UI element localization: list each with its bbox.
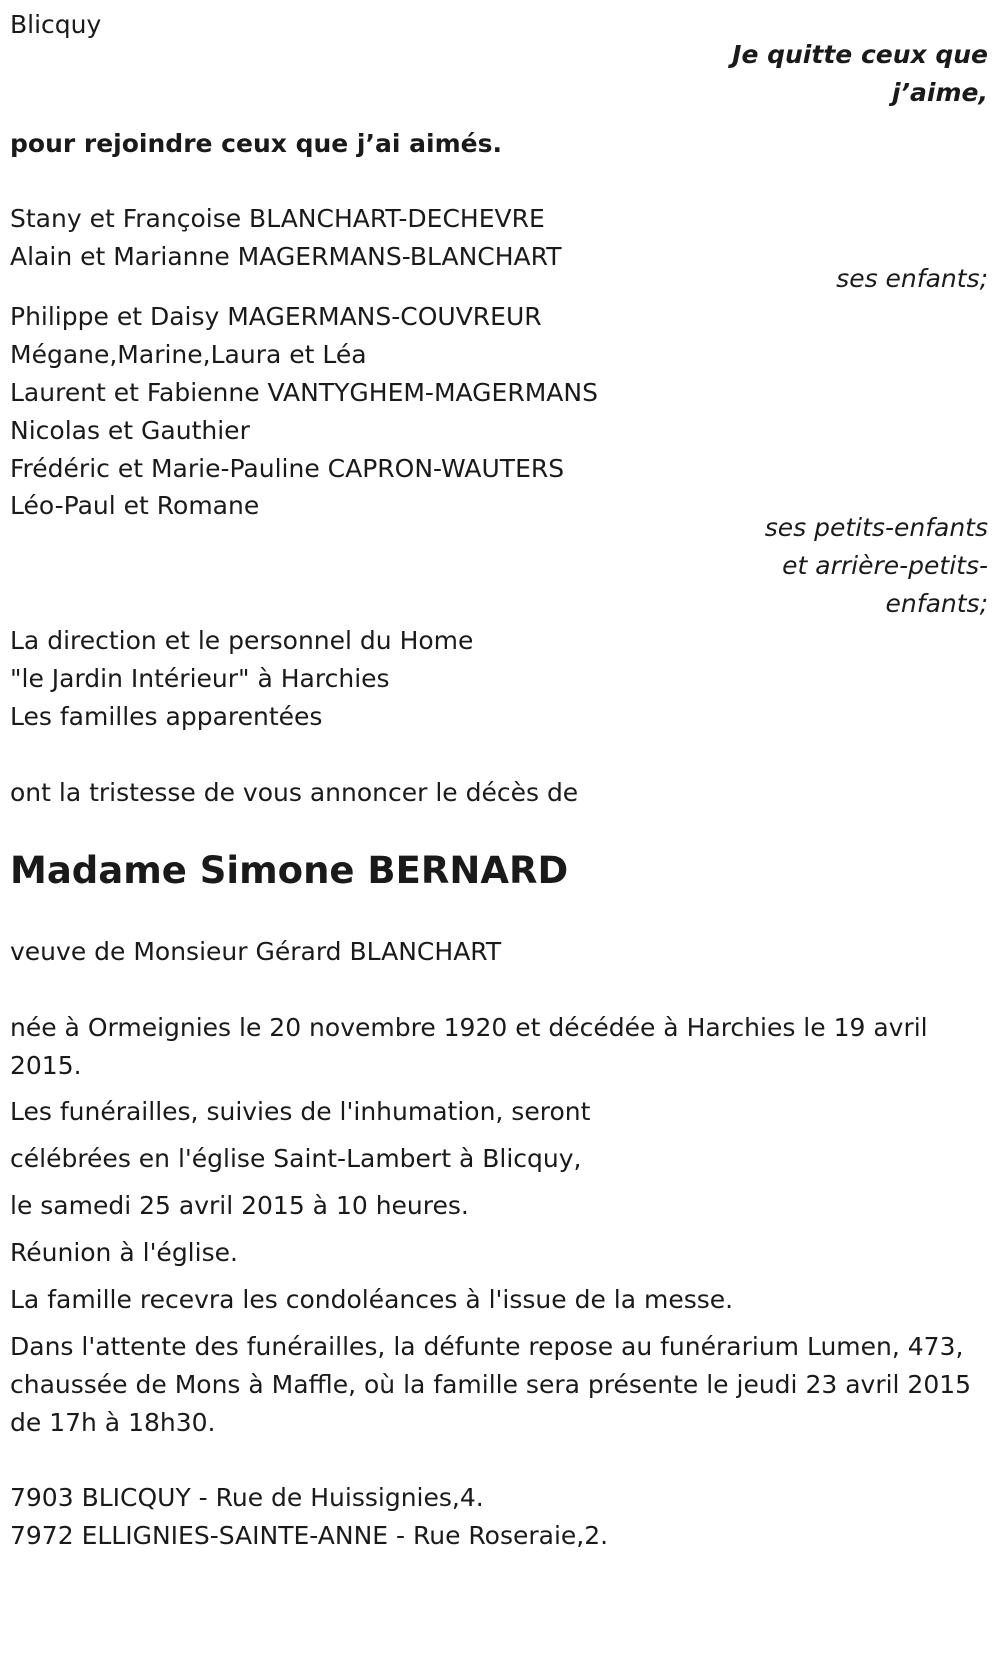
grandchildren-role-2: et arrière-petits- — [782, 551, 988, 580]
funeral-line-2: célébrées en l'église Saint-Lambert à Blicquy, — [10, 1144, 582, 1173]
quote-line-3: pour rejoindre ceux que j’ai aimés. — [10, 129, 502, 158]
children-role: ses enfants; — [836, 264, 988, 293]
announcement-text: ont la tristesse de vous annoncer le décès de — [10, 778, 579, 807]
grandchild-name-3: Laurent et Fabienne VANTYGHEM-MAGERMANS — [10, 378, 598, 407]
deceased-name: Madame Simone BERNARD — [10, 849, 569, 892]
funeral-line-5: La famille recevra les condoléances à l'issue de la messe. — [10, 1285, 734, 1314]
grandchild-name-5: Frédéric et Marie-Pauline CAPRON-WAUTERS — [10, 454, 565, 483]
funeral-line-4: Réunion à l'église. — [10, 1238, 238, 1267]
grandchild-name-6: Léo-Paul et Romane — [10, 491, 260, 520]
grandchild-name-2: Mégane,Marine,Laura et Léa — [10, 340, 367, 369]
funeral-line-3: le samedi 25 avril 2015 à 10 heures. — [10, 1191, 469, 1220]
quote-line-1: Je quitte ceux que — [732, 40, 988, 69]
address-1: 7903 BLICQUY - Rue de Huissignies,4. — [10, 1483, 484, 1512]
child-name-1: Stany et Françoise BLANCHART-DECHEVRE — [10, 204, 545, 233]
funerarium-text: Dans l'attente des funérailles, la défunte repose au funérarium Lumen, 473, chaussée de Mons à Maffle, où la famille sera présente le jeudi 23 avril 2015 de 17h à 18h30. — [10, 1332, 972, 1437]
birth-death-text: née à Ormeignies le 20 novembre 1920 et décédée à Harchies le 19 avril 2015. — [10, 1013, 928, 1080]
grandchild-name-1: Philippe et Daisy MAGERMANS-COUVREUR — [10, 302, 542, 331]
address-2: 7972 ELLIGNIES-SAINTE-ANNE - Rue Roseraie,2. — [10, 1521, 609, 1550]
other-mourner-3: Les familles apparentées — [10, 702, 323, 731]
funeral-line-1: Les funérailles, suivies de l'inhumation, seront — [10, 1097, 591, 1126]
quote-line-2: j’aime, — [891, 78, 988, 107]
other-mourner-2: "le Jardin Intérieur" à Harchies — [10, 664, 390, 693]
child-name-2: Alain et Marianne MAGERMANS-BLANCHART — [10, 242, 562, 271]
widow-of: veuve de Monsieur Gérard BLANCHART — [10, 937, 502, 966]
other-mourner-1: La direction et le personnel du Home — [10, 626, 474, 655]
grandchildren-role-3: enfants; — [885, 589, 988, 618]
grandchildren-role-1: ses petits-enfants — [764, 513, 988, 542]
place-name: Blicquy — [10, 10, 102, 39]
grandchild-name-4: Nicolas et Gauthier — [10, 416, 250, 445]
